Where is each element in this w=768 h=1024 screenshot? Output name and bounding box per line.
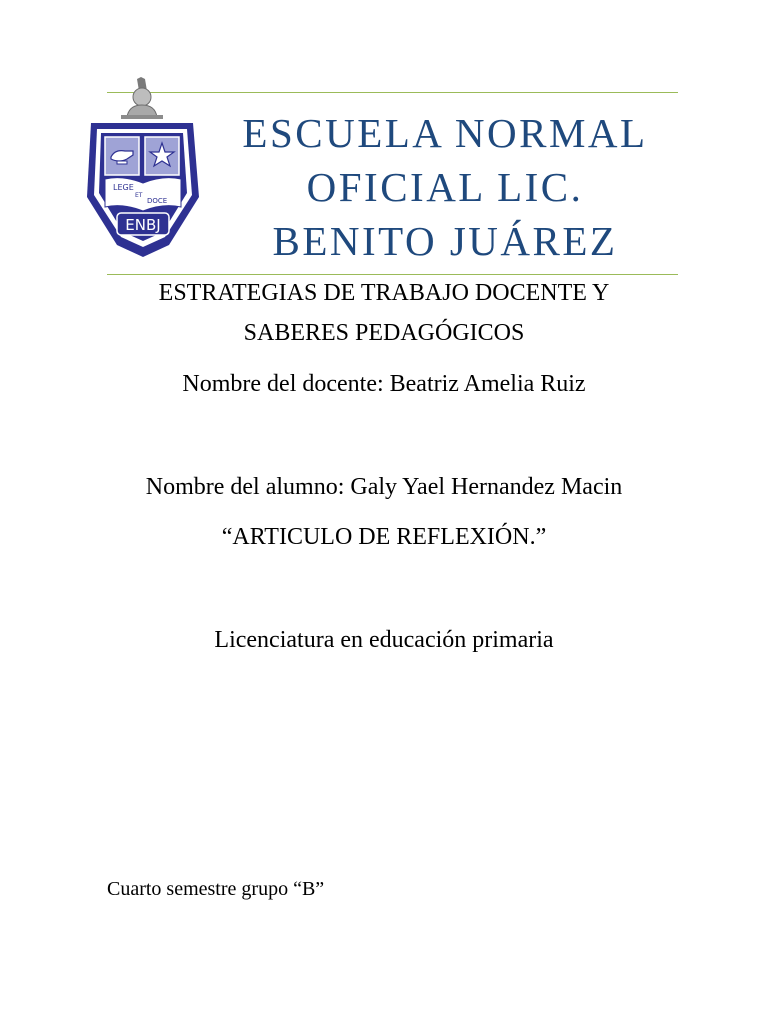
school-crest-logo: [83, 77, 203, 259]
school-name-line-1: ESCUELA NORMAL: [242, 110, 648, 156]
subject-line-2: SABERES PEDAGÓGICOS: [243, 320, 525, 346]
student-name: Nombre del alumno: Galy Yael Hernandez Macin: [145, 474, 623, 500]
crest-initials: ENBJ: [125, 216, 161, 234]
article-title: “ARTICULO DE REFLEXIÓN.”: [221, 524, 547, 550]
semester-group: Cuarto semestre grupo “B”: [107, 878, 325, 900]
teacher-name: Nombre del docente: Beatriz Amelia Ruiz: [182, 371, 586, 397]
crest-motto-et: ET: [135, 192, 143, 199]
bust-icon: [121, 77, 163, 119]
subject-line-1: ESTRATEGIAS DE TRABAJO DOCENTE Y: [158, 280, 610, 306]
school-name: [212, 106, 678, 268]
degree-name: Licenciatura en educación primaria: [214, 627, 554, 653]
school-name-line-2: OFICIAL LIC.: [306, 164, 584, 210]
crest-motto-doce: DOCE: [147, 197, 168, 205]
crest-motto-lege: LEGE: [113, 183, 134, 192]
school-name-line-3: BENITO JUÁREZ: [272, 218, 618, 264]
